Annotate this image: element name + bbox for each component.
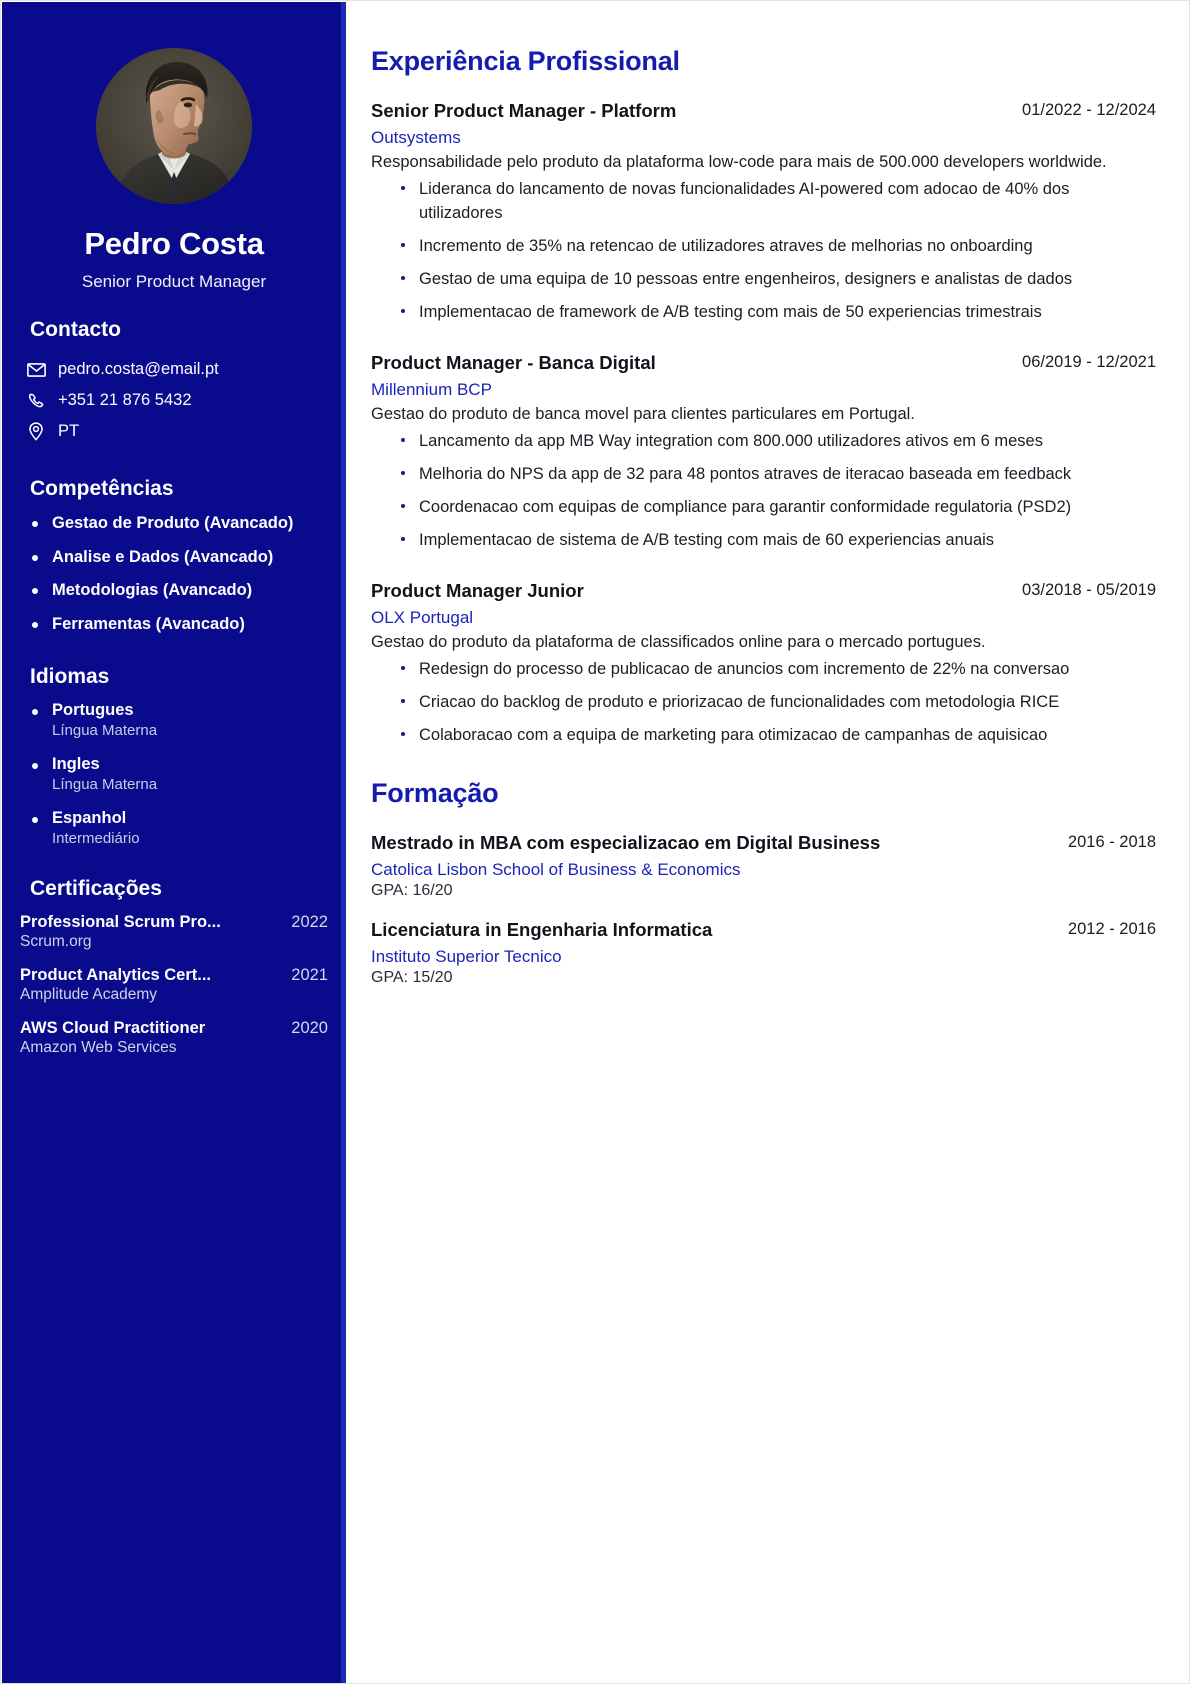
education-school: Instituto Superior Tecnico: [371, 947, 562, 967]
avatar: [96, 48, 252, 204]
experience-entry: [371, 99, 1156, 325]
certifications-list: [20, 913, 328, 1057]
experience-bullet-list: [371, 430, 1156, 553]
certification-header: [20, 966, 328, 985]
experience-entry: [371, 351, 1156, 553]
experience-bullet: Lancamento da app MB Way integration com 800.000 utilizadores ativos em 6 meses: [401, 430, 1156, 454]
experience-bullet: Colaboracao com a equipa de marketing para otimizacao de campanhas de aquisicao: [401, 724, 1156, 748]
contact-list: [20, 354, 328, 447]
education-entry-header: [371, 831, 1156, 856]
person-job-title: Senior Product Manager: [81, 272, 267, 291]
language-level: Intermediário: [52, 829, 140, 847]
skills-heading: Competências: [30, 477, 174, 500]
education-degree: Licenciatura in Engenharia Informatica: [371, 919, 713, 941]
language-name: Portugues: [52, 700, 134, 719]
avatar-container: [20, 2, 328, 204]
certifications-heading: Certificações: [30, 876, 162, 900]
certification-issuer: Scrum.org: [20, 932, 92, 950]
certification-header: [20, 1019, 328, 1038]
education-entry: [371, 918, 1156, 987]
language-level: Língua Materna: [52, 775, 158, 793]
language-item: [30, 701, 328, 739]
certification-issuer: Amplitude Academy: [20, 985, 157, 1003]
experience-bullet: Melhoria do NPS da app de 32 para 48 pontos atraves de iteracao baseada em feedback: [401, 463, 1156, 487]
experience-summary: Gestao do produto da plataforma de classificados online para o mercado portugues.: [371, 633, 986, 652]
education-school: Catolica Lisbon School of Business & Economics: [371, 860, 741, 880]
certification-item: [20, 913, 328, 951]
languages-heading: Idiomas: [30, 664, 110, 688]
contact-email-value: pedro.costa@email.pt: [58, 360, 219, 378]
phone-icon: [26, 392, 46, 409]
experience-company: Millennium BCP: [371, 379, 492, 399]
language-name: Ingles: [52, 754, 100, 773]
experience-bullet: Implementacao de sistema de A/B testing com mais de 60 experiencias anuais: [401, 529, 1156, 553]
contact-location[interactable]: [20, 416, 328, 447]
contact-email[interactable]: [20, 354, 328, 385]
education-section-title: Formação: [371, 778, 499, 809]
experience-bullet: Criacao do backlog de produto e priorizacao de funcionalidades com metodologia RICE: [401, 691, 1156, 715]
experience-bullet-list: [371, 658, 1156, 748]
experience-bullet: Gestao de uma equipa de 10 pessoas entre engenheiros, designers e analistas de dados: [401, 268, 1156, 292]
experience-bullet: Implementacao de framework de A/B testing com mais de 50 experiencias trimestrais: [401, 301, 1156, 325]
education-dates: 2012 - 2016: [1067, 920, 1156, 939]
languages-list: [20, 701, 328, 847]
skill-item: Analise e Dados (Avancado): [30, 547, 328, 568]
contact-location-value: PT: [58, 422, 80, 440]
contact-phone[interactable]: [20, 385, 328, 416]
certification-year: 2022: [291, 912, 328, 931]
skill-item: Gestao de Produto (Avancado): [30, 513, 328, 534]
experience-dates: 01/2022 - 12/2024: [1022, 101, 1156, 119]
experience-entry: [371, 579, 1156, 748]
language-level: Língua Materna: [52, 721, 158, 739]
experience-bullet: Redesign do processo de publicacao de anuncios com incremento de 22% na conversao: [401, 658, 1156, 682]
certification-item: [20, 1019, 328, 1057]
contact-heading: Contacto: [30, 318, 121, 341]
experience-entry-header: [371, 579, 1156, 604]
certification-year: 2021: [291, 965, 328, 984]
experience-company: OLX Portugal: [371, 608, 474, 628]
experience-entry-header: [371, 351, 1156, 376]
education-gpa: GPA: 15/20: [371, 969, 453, 987]
skill-item: Ferramentas (Avancado): [30, 614, 328, 635]
education-dates: 2016 - 2018: [1067, 833, 1156, 852]
certification-item: [20, 966, 328, 1004]
certification-name: Professional Scrum Pro...: [20, 912, 221, 931]
experience-summary: Gestao do produto de banca movel para clientes particulares em Portugal.: [371, 404, 915, 423]
certification-name: Product Analytics Cert...: [20, 965, 212, 984]
certification-name: AWS Cloud Practitioner: [20, 1018, 206, 1037]
location-pin-icon: [26, 422, 46, 441]
language-item: [30, 809, 328, 847]
experience-dates: 03/2018 - 05/2019: [1022, 581, 1156, 600]
education-gpa: GPA: 16/20: [371, 882, 453, 900]
experience-bullet: Lideranca do lancamento de novas funcionalidades AI-powered com adocao de 40% dos utilizadores: [401, 178, 1156, 226]
contact-phone-value: +351 21 876 5432: [58, 391, 192, 409]
sidebar: [2, 2, 346, 1684]
language-item: [30, 755, 328, 793]
education-entry: [371, 831, 1156, 900]
experience-section-title: Experiência Profissional: [371, 46, 680, 76]
experience-summary: Responsabilidade pelo produto da plataforma low-code para mais de 500.000 developers worldwide.: [371, 152, 1107, 171]
experience-bullet-list: [371, 178, 1156, 325]
experience-bullet: Coordenacao com equipas de compliance para garantir conformidade regulatoria (PSD2): [401, 496, 1156, 520]
portrait-photo-icon: [96, 48, 252, 204]
skills-list: [20, 513, 328, 635]
experience-entry-header: [371, 99, 1156, 124]
skill-item: Metodologias (Avancado): [30, 580, 328, 601]
experience-role: Product Manager - Banca Digital: [371, 352, 656, 373]
language-name: Espanhol: [52, 808, 127, 827]
experience-dates: 06/2019 - 12/2021: [1022, 353, 1156, 371]
education-degree: Mestrado in MBA com especializacao em Digital Business: [371, 832, 881, 854]
main-content: [350, 2, 1190, 1045]
certification-year: 2020: [291, 1018, 328, 1037]
experience-bullet: Incremento de 35% na retencao de utilizadores atraves de melhorias no onboarding: [401, 235, 1156, 259]
experience-company: Outsystems: [371, 127, 461, 147]
person-name: Pedro Costa: [84, 226, 264, 261]
certification-header: [20, 913, 328, 932]
envelope-icon: [26, 363, 46, 377]
certification-issuer: Amazon Web Services: [20, 1038, 177, 1056]
education-entry-header: [371, 918, 1156, 943]
experience-role: Senior Product Manager - Platform: [371, 100, 677, 121]
experience-role: Product Manager Junior: [371, 580, 584, 602]
